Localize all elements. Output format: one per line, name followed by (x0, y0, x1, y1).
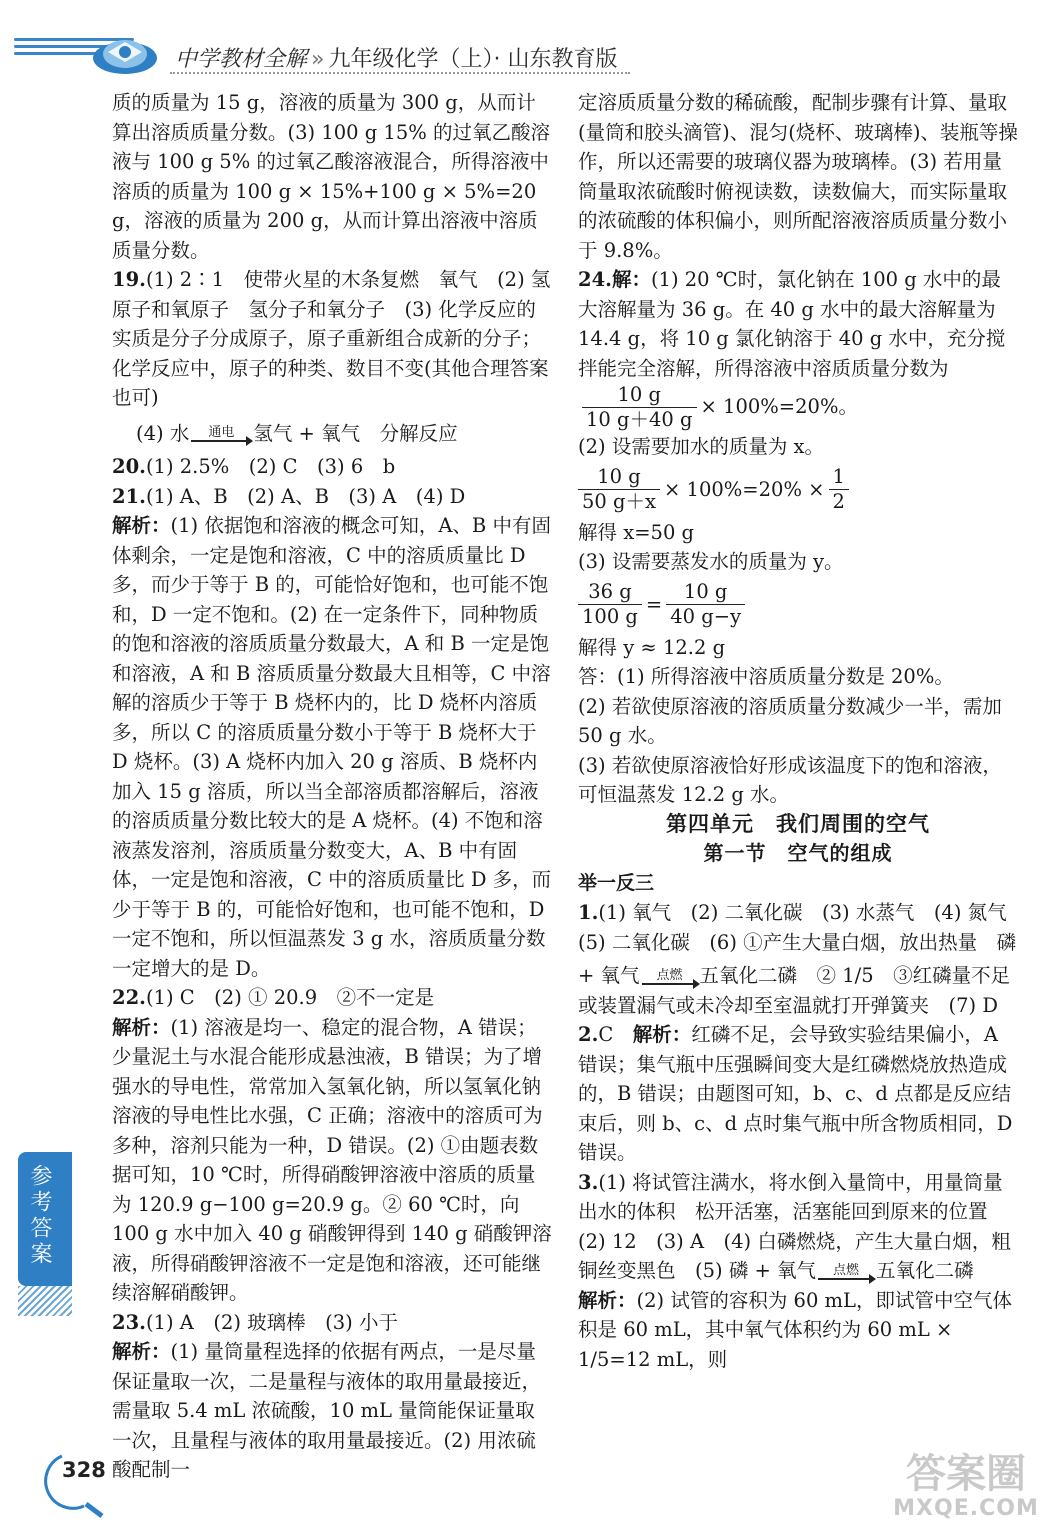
fraction-half (829, 465, 849, 514)
exercise-3 (578, 1168, 1018, 1286)
book-name: 九年级化学（上）· 山东教育版 (328, 47, 618, 72)
q19-equation-left: (4) 水 (136, 421, 190, 445)
header-arrow: » (311, 47, 325, 72)
e3-explanation-text: (2) 试管的容积为 60 mL，即试管中空气体积是 60 mL，其中氧气体积约为 60 mL × 1/5=12 mL，则 (578, 1288, 1012, 1371)
subsection-title: 举一反三 (578, 871, 655, 894)
fraction-4-denominator: 40 g−y (670, 605, 742, 628)
e1-number: 1. (578, 901, 599, 924)
question-23 (112, 1308, 552, 1338)
right-column (578, 88, 1027, 1374)
equals-sign: = (645, 592, 663, 616)
answer-2: (2) 若欲使原溶液的溶质质量分数减少一半，需加 50 g 水。 (578, 694, 1002, 747)
series-name: 中学教材全解 (175, 47, 308, 72)
reaction-condition-e3: 点燃 (833, 1262, 860, 1278)
q20-number: 20. (112, 455, 146, 478)
e1-continued (578, 961, 1018, 1020)
left-column (112, 88, 552, 1485)
e3-answer: (1) 将试管注满水，将水倒入量筒中，用量筒量出水的体积 松开活塞，活塞能回到原来的位置 (2) 12 (3) A (4) 白磷燃烧，产生大量白烟，粗铜丝变黑色 (5) 磷 + 氧气 (578, 1170, 1011, 1282)
reaction-arrow-e3 (818, 1264, 874, 1280)
answer-3: (3) 若欲使原溶液恰好形成该温度下的饱和溶液，可恒温蒸发 12.2 g 水。 (578, 753, 1002, 806)
q24-number: 24. (578, 268, 612, 291)
side-tab-label: 参考答案 (27, 1164, 52, 1268)
unit-title: 第四单元 我们周围的空气 (666, 811, 930, 836)
header-rule (170, 72, 630, 74)
e2-explanation: 红磷不足，会导致实验结果偏小，A 错误；集气瓶中压强瞬间变大是红磷燃烧放热造成的，B 错误；由题图可知，b、c、d 点都是反应结束后，则 b、c、d 点时集气瓶中所含物质相同，D 错误。 (578, 1023, 1013, 1164)
equation-2-middle: × 100%=20% × (664, 477, 825, 501)
e3-explanation (578, 1286, 1018, 1375)
page-header (0, 0, 1058, 80)
reaction-condition-e1: 点燃 (656, 967, 683, 983)
watermark-logo-text: 答案圈 (906, 1451, 1026, 1497)
continued-paragraph: 质的质量为 15 g，溶液的质量为 300 g，从而计算出溶质质量分数。(3) 100 g 15% 的过氧乙酸溶液与 100 g 5% 的过氧乙酸溶液混合，所得溶液中溶质的质量为 100 g × 15%+100 g × 5%=20 g，溶液的质量为 200 g，从而计算出溶液中溶质质量分数。 (112, 91, 550, 262)
fraction-4 (666, 580, 745, 629)
fraction-4-numerator: 10 g (666, 580, 745, 605)
q19-equation (112, 419, 552, 449)
q21-number: 21. (112, 484, 146, 508)
e2-label: 解析： (632, 1023, 692, 1046)
e1-equation-left: + 氧气 (578, 964, 640, 987)
question-21 (112, 482, 552, 512)
q24-part1: (1) 20 ℃时，氯化钠在 100 g 水中的最大溶解量为 36 g。在 40 g 水中的最大溶解量为 14.4 g，将 10 g 氯化钠溶于 40 g 水中，充分搅拌能完全溶解，所得溶液中溶质质量分数为 (578, 268, 1006, 380)
q22-label: 解析： (112, 1015, 171, 1039)
e1-answer: (1) 氧气 (2) 二氧化碳 (3) 水蒸气 (4) 氮气 (5) 二氧化碳 (6) ①产生大量白烟，放出热量 磷 (578, 901, 1027, 954)
reaction-arrow-e1 (642, 969, 698, 985)
q22-explanation (112, 1013, 552, 1308)
q24-result-y: 解得 y ≈ 12.2 g (578, 635, 726, 659)
question-22 (112, 983, 552, 1013)
book-logo-icon (88, 28, 162, 78)
q22-explanation-text: (1) 溶液是均一、稳定的混合物，A 错误；少量泥土与水混合能形成悬浊液，B 错误；为了增强水的导电性，常常加入氢氧化钠，所以氢氧化钠溶液的导电性比水强，C 正确；溶液中的溶质可为多种，溶剂只能为一种，D 错误。(2) ①由题表数据可知，10 ℃时，所得硝酸钾溶液中溶质的质量为 120.9 g−100 g=20.9 g。② 60 ℃时，向 100 g 水中加入 40 g 硝酸钾得到 140 g 硝酸钾溶液，所得硝酸钾溶液不一定是饱和溶液，还可能继续溶解硝酸钾。 (112, 1015, 552, 1304)
question-24 (578, 265, 1018, 432)
q22-answer: (1) C (2) ① 20.9 ②不一定是 (145, 986, 435, 1009)
e2-number: 2. (578, 1023, 599, 1046)
q23-number: 23. (112, 1310, 146, 1334)
e3-equation-right: 五氧化二磷 (876, 1259, 974, 1282)
q22-number: 22. (112, 986, 146, 1009)
q24-part3: (3) 设需要蒸发水的质量为 y。 (578, 550, 844, 573)
q21-label: 解析： (112, 514, 171, 537)
section-title: 第一节 空气的组成 (703, 841, 893, 865)
e1-equation-right: 五氧化二磷 ② 1/5 ③红磷量不足或装置漏气或未冷却至室温就打开弹簧夹 (7) D (578, 964, 1011, 1017)
q23-label: 解析： (112, 1340, 171, 1363)
fraction-1-numerator: 10 g (582, 383, 697, 408)
fraction-3 (578, 580, 642, 629)
equation-2 (578, 462, 1018, 518)
fraction-1-denominator: 10 g＋40 g (586, 408, 693, 431)
exercise-1 (578, 898, 1027, 957)
fraction-half-numerator: 1 (829, 465, 849, 490)
q24-result-x: 解得 x=50 g (578, 520, 695, 544)
reaction-arrow (191, 426, 251, 442)
fraction-1-tail: × 100%=20%。 (700, 395, 858, 418)
q20-answer: (1) 2.5% (2) C (3) 6 b (145, 455, 396, 478)
e3-number: 3. (578, 1170, 599, 1194)
q19-equation-right: 氢气 + 氧气 分解反应 (253, 421, 458, 445)
side-tab-hatch (18, 1286, 72, 1316)
fraction-2 (578, 465, 660, 514)
reaction-condition: 通电 (208, 425, 235, 440)
header-title (175, 42, 617, 73)
continued-paragraph-right: 定溶质质量分数的稀硫酸，配制步骤有计算、量取(量筒和胶头滴管)、混匀(烧杯、玻璃棒)、装瓶等操作，所以还需要的玻璃仪器为玻璃棒。(3) 若用量筒量取浓硫酸时俯视读数，读数偏大，而实际量取的浓硫酸的体积偏小，则所配溶液溶质质量分数小于 9.8%。 (578, 91, 1018, 262)
exercise-2 (578, 1020, 1018, 1168)
equation-3 (578, 577, 1018, 633)
q23-answer: (1) A (2) 玻璃棒 (3) 小于 (145, 1310, 398, 1334)
q21-explanation-text: (1) 依据饱和溶液的概念可知，A、B 中有固体剩余，一定是饱和溶液，C 中的溶质质量比 D 多，而少于等于 B 的，可能恰好饱和，也可能不饱和，D 一定不饱和。(2) 在一定条件下，同种物质的饱和溶液的溶质质量分数最大，A 和 B 一定是饱和溶液，A 和 B 溶质质量分数最大且相等，C 中溶解的溶质少于等于 B 烧杯内的，比 D 烧杯内溶质多，所以 C 的溶质质量分数小于等于 B 烧杯大于 D 烧杯。(3) A 烧杯内加入 20 g 溶质、B 烧杯内加入 15 g 溶质，所以当全部溶质都溶解后，溶液的溶质质量分数比较大的是 A 烧杯。(4) 不饱和溶液蒸发溶剂，溶质质量分数变大，A、B 中有固体，一定是饱和溶液，C 中的溶质质量比 D 多，而少于等于 B 的，可能恰好饱和，也可能不饱和，D 一定不饱和，所以恒温蒸发 3 g 水，溶质质量分数一定增大的是 D。 (112, 514, 552, 980)
fraction-3-denominator: 100 g (582, 605, 638, 628)
fraction-2-denominator: 50 g＋x (582, 490, 656, 513)
q23-explanation-text: (1) 量筒量程选择的依据有两点，一是尽量保证量取一次，二是量程与液体的取用量最接近，需量取 5.4 mL 浓硫酸，10 mL 量筒能保证量取一次，且量程与液体的取用量最接近。(2) 用浓硫酸配制一 (112, 1340, 542, 1481)
answer-1: 答：(1) 所得溶液中溶质质量分数是 20%。 (578, 665, 954, 688)
fraction-1 (582, 383, 697, 432)
q21-explanation (112, 511, 552, 983)
reference-answer-tab (18, 1152, 72, 1286)
page-number: 328 (62, 1458, 106, 1482)
fraction-2-numerator: 10 g (578, 465, 660, 490)
fraction-half-denominator: 2 (832, 490, 845, 513)
q21-answer: (1) A、B (2) A、B (3) A (4) D (145, 484, 466, 508)
question-19 (112, 265, 552, 413)
fraction-3-numerator: 36 g (578, 580, 642, 605)
watermark-url: MXQE.COM (893, 1496, 1039, 1521)
question-20 (112, 452, 552, 482)
q19-number: 19. (112, 268, 146, 291)
e3-label: 解析： (578, 1288, 637, 1312)
q24-label: 解： (611, 268, 651, 291)
q19-answer: (1) 2∶1 使带火星的木条复燃 氧气 (2) 氢原子和氧原子 氢分子和氧分子 (3) 化学反应的实质是分子分成原子，原子重新组合成新的分子；化学反应中，原子的种类、数目不变(其他合理答案也可) (112, 268, 551, 409)
q23-explanation (112, 1337, 552, 1485)
e2-answer: C (598, 1023, 614, 1046)
q24-part2: (2) 设需要加水的质量为 x。 (578, 435, 825, 458)
watermark (886, 1452, 1046, 1528)
